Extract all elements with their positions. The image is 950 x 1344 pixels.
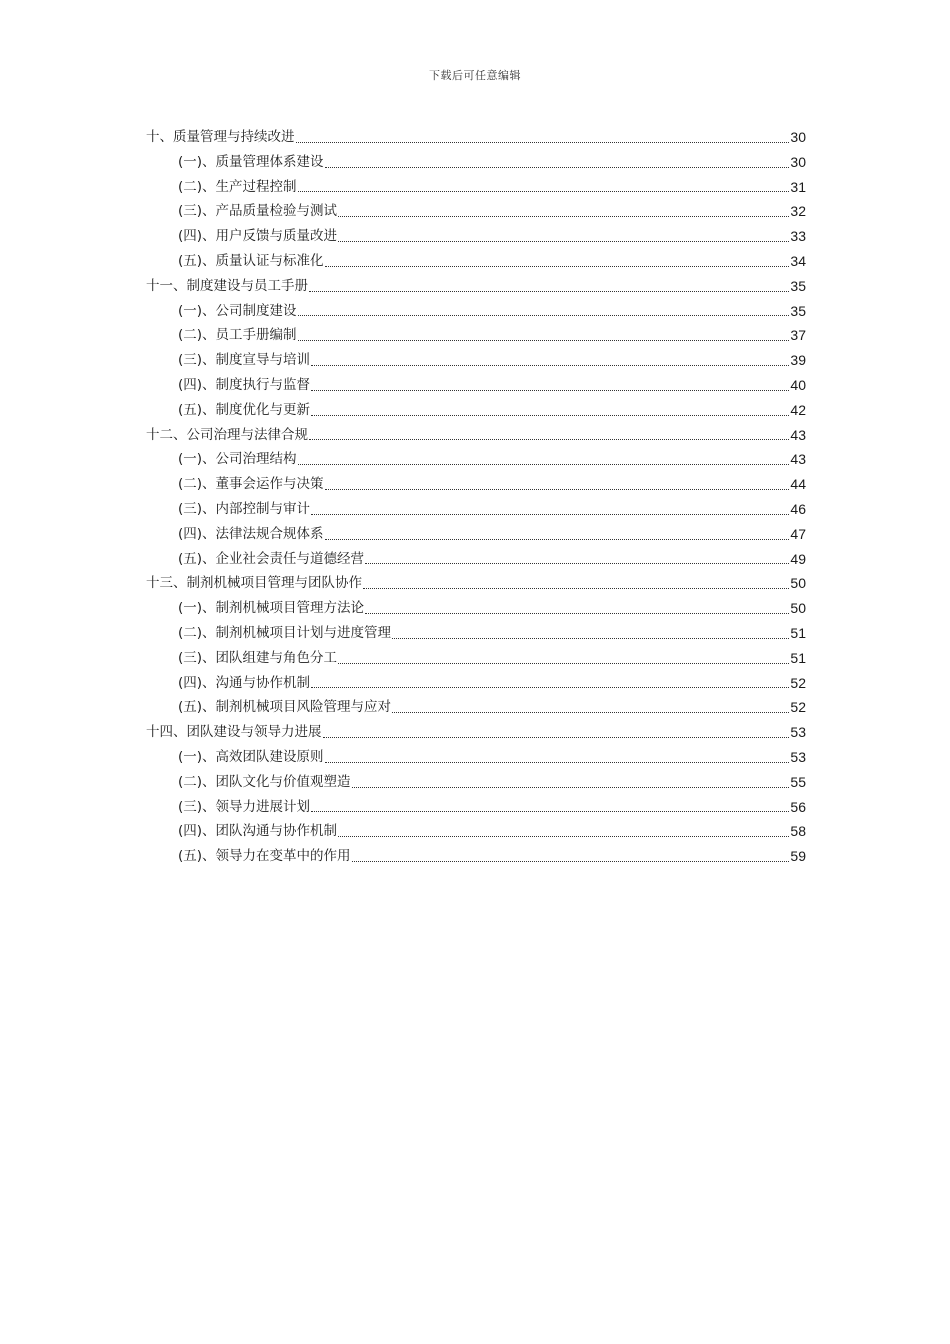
toc-entry-title: 十三、制剂机械项目管理与团队协作: [146, 575, 362, 592]
toc-entry-page-number: 35: [790, 302, 806, 319]
toc-entry-page-number: 37: [790, 327, 806, 344]
toc-dot-leader: [311, 671, 789, 696]
toc-dot-leader: [325, 745, 790, 770]
toc-entry-page-number: 56: [790, 798, 806, 815]
toc-dot-leader: [298, 175, 790, 200]
toc-entry-title: (三)、产品质量检验与测试: [178, 203, 338, 220]
toc-entry-page-number: 50: [790, 575, 806, 592]
toc-entry-page-number: 42: [790, 401, 806, 418]
toc-section-entry[interactable]: [146, 323, 806, 348]
toc-entry-page-number: 46: [790, 500, 806, 517]
toc-entry-title: (五)、制剂机械项目风险管理与应对: [178, 699, 392, 716]
toc-section-entry[interactable]: [146, 547, 806, 572]
toc-dot-leader: [338, 819, 789, 844]
toc-dot-leader: [298, 323, 790, 348]
toc-section-entry[interactable]: [146, 596, 806, 621]
toc-dot-leader: [325, 150, 790, 175]
toc-dot-leader: [311, 795, 789, 820]
toc-chapter-entry[interactable]: [146, 571, 806, 596]
toc-entry-page-number: 52: [790, 699, 806, 716]
toc-entry-page-number: 44: [790, 476, 806, 493]
toc-section-entry[interactable]: [146, 398, 806, 423]
toc-dot-leader: [365, 547, 789, 572]
toc-entry-title: (一)、公司治理结构: [178, 451, 297, 468]
toc-entry-page-number: 50: [790, 600, 806, 617]
toc-section-entry[interactable]: [146, 646, 806, 671]
toc-dot-leader: [323, 720, 790, 745]
toc-entry-page-number: 47: [790, 525, 806, 542]
toc-section-entry[interactable]: [146, 770, 806, 795]
toc-entry-title: (二)、员工手册编制: [178, 327, 297, 344]
toc-section-entry[interactable]: [146, 249, 806, 274]
toc-entry-page-number: 51: [790, 649, 806, 666]
page-header: 下载后可任意编辑: [429, 69, 521, 82]
toc-entry-title: 十二、公司治理与法律合规: [146, 426, 308, 443]
toc-dot-leader: [311, 398, 789, 423]
toc-entry-page-number: 43: [790, 451, 806, 468]
toc-entry-title: 十四、团队建设与领导力进展: [146, 724, 322, 741]
toc-dot-leader: [365, 596, 789, 621]
toc-entry-page-number: 30: [790, 153, 806, 170]
toc-entry-page-number: 34: [790, 252, 806, 269]
toc-dot-leader: [296, 125, 790, 150]
toc-entry-title: (四)、法律法规合规体系: [178, 525, 324, 542]
toc-entry-title: (五)、制度优化与更新: [178, 401, 311, 418]
toc-dot-leader: [363, 571, 789, 596]
toc-dot-leader: [325, 249, 790, 274]
toc-entry-page-number: 58: [790, 823, 806, 840]
toc-entry-title: (二)、团队文化与价值观塑造: [178, 773, 351, 790]
toc-chapter-entry[interactable]: [146, 274, 806, 299]
toc-entry-title: (三)、内部控制与审计: [178, 500, 311, 517]
toc-entry-title: (一)、高效团队建设原则: [178, 748, 324, 765]
toc-dot-leader: [298, 447, 790, 472]
toc-section-entry[interactable]: [146, 497, 806, 522]
toc-chapter-entry[interactable]: [146, 720, 806, 745]
toc-section-entry[interactable]: [146, 695, 806, 720]
toc-section-entry[interactable]: [146, 447, 806, 472]
toc-entry-page-number: 55: [790, 773, 806, 790]
toc-dot-leader: [338, 199, 789, 224]
toc-entry-page-number: 33: [790, 228, 806, 245]
toc-dot-leader: [298, 299, 790, 324]
toc-section-entry[interactable]: [146, 621, 806, 646]
toc-entry-title: (五)、领导力在变革中的作用: [178, 848, 351, 865]
toc-entry-page-number: 30: [790, 129, 806, 145]
toc-section-entry[interactable]: [146, 472, 806, 497]
toc-section-entry[interactable]: [146, 175, 806, 200]
toc-entry-page-number: 39: [790, 352, 806, 369]
toc-entry-title: (二)、董事会运作与决策: [178, 476, 324, 493]
toc-section-entry[interactable]: [146, 373, 806, 398]
toc-entry-page-number: 43: [790, 426, 806, 443]
toc-section-entry[interactable]: [146, 522, 806, 547]
toc-entry-title: (三)、团队组建与角色分工: [178, 649, 338, 666]
toc-entry-page-number: 52: [790, 674, 806, 691]
toc-dot-leader: [352, 844, 790, 869]
toc-section-entry[interactable]: [146, 795, 806, 820]
toc-entry-title: (一)、制剂机械项目管理方法论: [178, 600, 365, 617]
toc-entry-page-number: 51: [790, 624, 806, 641]
toc-dot-leader: [392, 695, 789, 720]
toc-section-entry[interactable]: [146, 844, 806, 869]
toc-section-entry[interactable]: [146, 150, 806, 175]
toc-dot-leader: [352, 770, 790, 795]
toc-dot-leader: [309, 423, 789, 448]
toc-dot-leader: [392, 621, 789, 646]
toc-entry-page-number: 53: [790, 724, 806, 741]
toc-entry-title: (二)、制剂机械项目计划与进度管理: [178, 624, 392, 641]
toc-dot-leader: [325, 522, 790, 547]
toc-section-entry[interactable]: [146, 224, 806, 249]
toc-dot-leader: [338, 224, 789, 249]
toc-section-entry[interactable]: [146, 348, 806, 373]
toc-section-entry[interactable]: [146, 299, 806, 324]
toc-dot-leader: [338, 646, 789, 671]
toc-entry-title: (五)、企业社会责任与道德经营: [178, 550, 365, 567]
table-of-contents: [146, 125, 806, 869]
toc-dot-leader: [311, 497, 789, 522]
toc-entry-title: (五)、质量认证与标准化: [178, 252, 324, 269]
toc-entry-title: (四)、沟通与协作机制: [178, 674, 311, 691]
toc-entry-title: (四)、制度执行与监督: [178, 376, 311, 393]
toc-section-entry[interactable]: [146, 819, 806, 844]
toc-section-entry[interactable]: [146, 199, 806, 224]
toc-entry-title: 十、质量管理与持续改进: [146, 129, 295, 145]
toc-entry-page-number: 35: [790, 277, 806, 294]
toc-entry-page-number: 31: [790, 178, 806, 195]
toc-entry-page-number: 59: [790, 848, 806, 865]
toc-section-entry[interactable]: [146, 745, 806, 770]
toc-entry-title: 十一、制度建设与员工手册: [146, 277, 308, 294]
toc-chapter-entry[interactable]: [146, 125, 806, 150]
toc-section-entry[interactable]: [146, 671, 806, 696]
toc-entry-page-number: 53: [790, 748, 806, 765]
toc-dot-leader: [325, 472, 790, 497]
toc-entry-title: (二)、生产过程控制: [178, 178, 297, 195]
toc-entry-title: (四)、团队沟通与协作机制: [178, 823, 338, 840]
toc-entry-page-number: 40: [790, 376, 806, 393]
toc-entry-title: (三)、领导力进展计划: [178, 798, 311, 815]
toc-entry-title: (一)、公司制度建设: [178, 302, 297, 319]
toc-entry-page-number: 49: [790, 550, 806, 567]
toc-entry-title: (三)、制度宣导与培训: [178, 352, 311, 369]
toc-dot-leader: [309, 274, 789, 299]
toc-entry-title: (一)、质量管理体系建设: [178, 153, 324, 170]
toc-entry-title: (四)、用户反馈与质量改进: [178, 228, 338, 245]
toc-dot-leader: [311, 348, 789, 373]
toc-chapter-entry[interactable]: [146, 423, 806, 448]
toc-entry-page-number: 32: [790, 203, 806, 220]
toc-dot-leader: [311, 373, 789, 398]
